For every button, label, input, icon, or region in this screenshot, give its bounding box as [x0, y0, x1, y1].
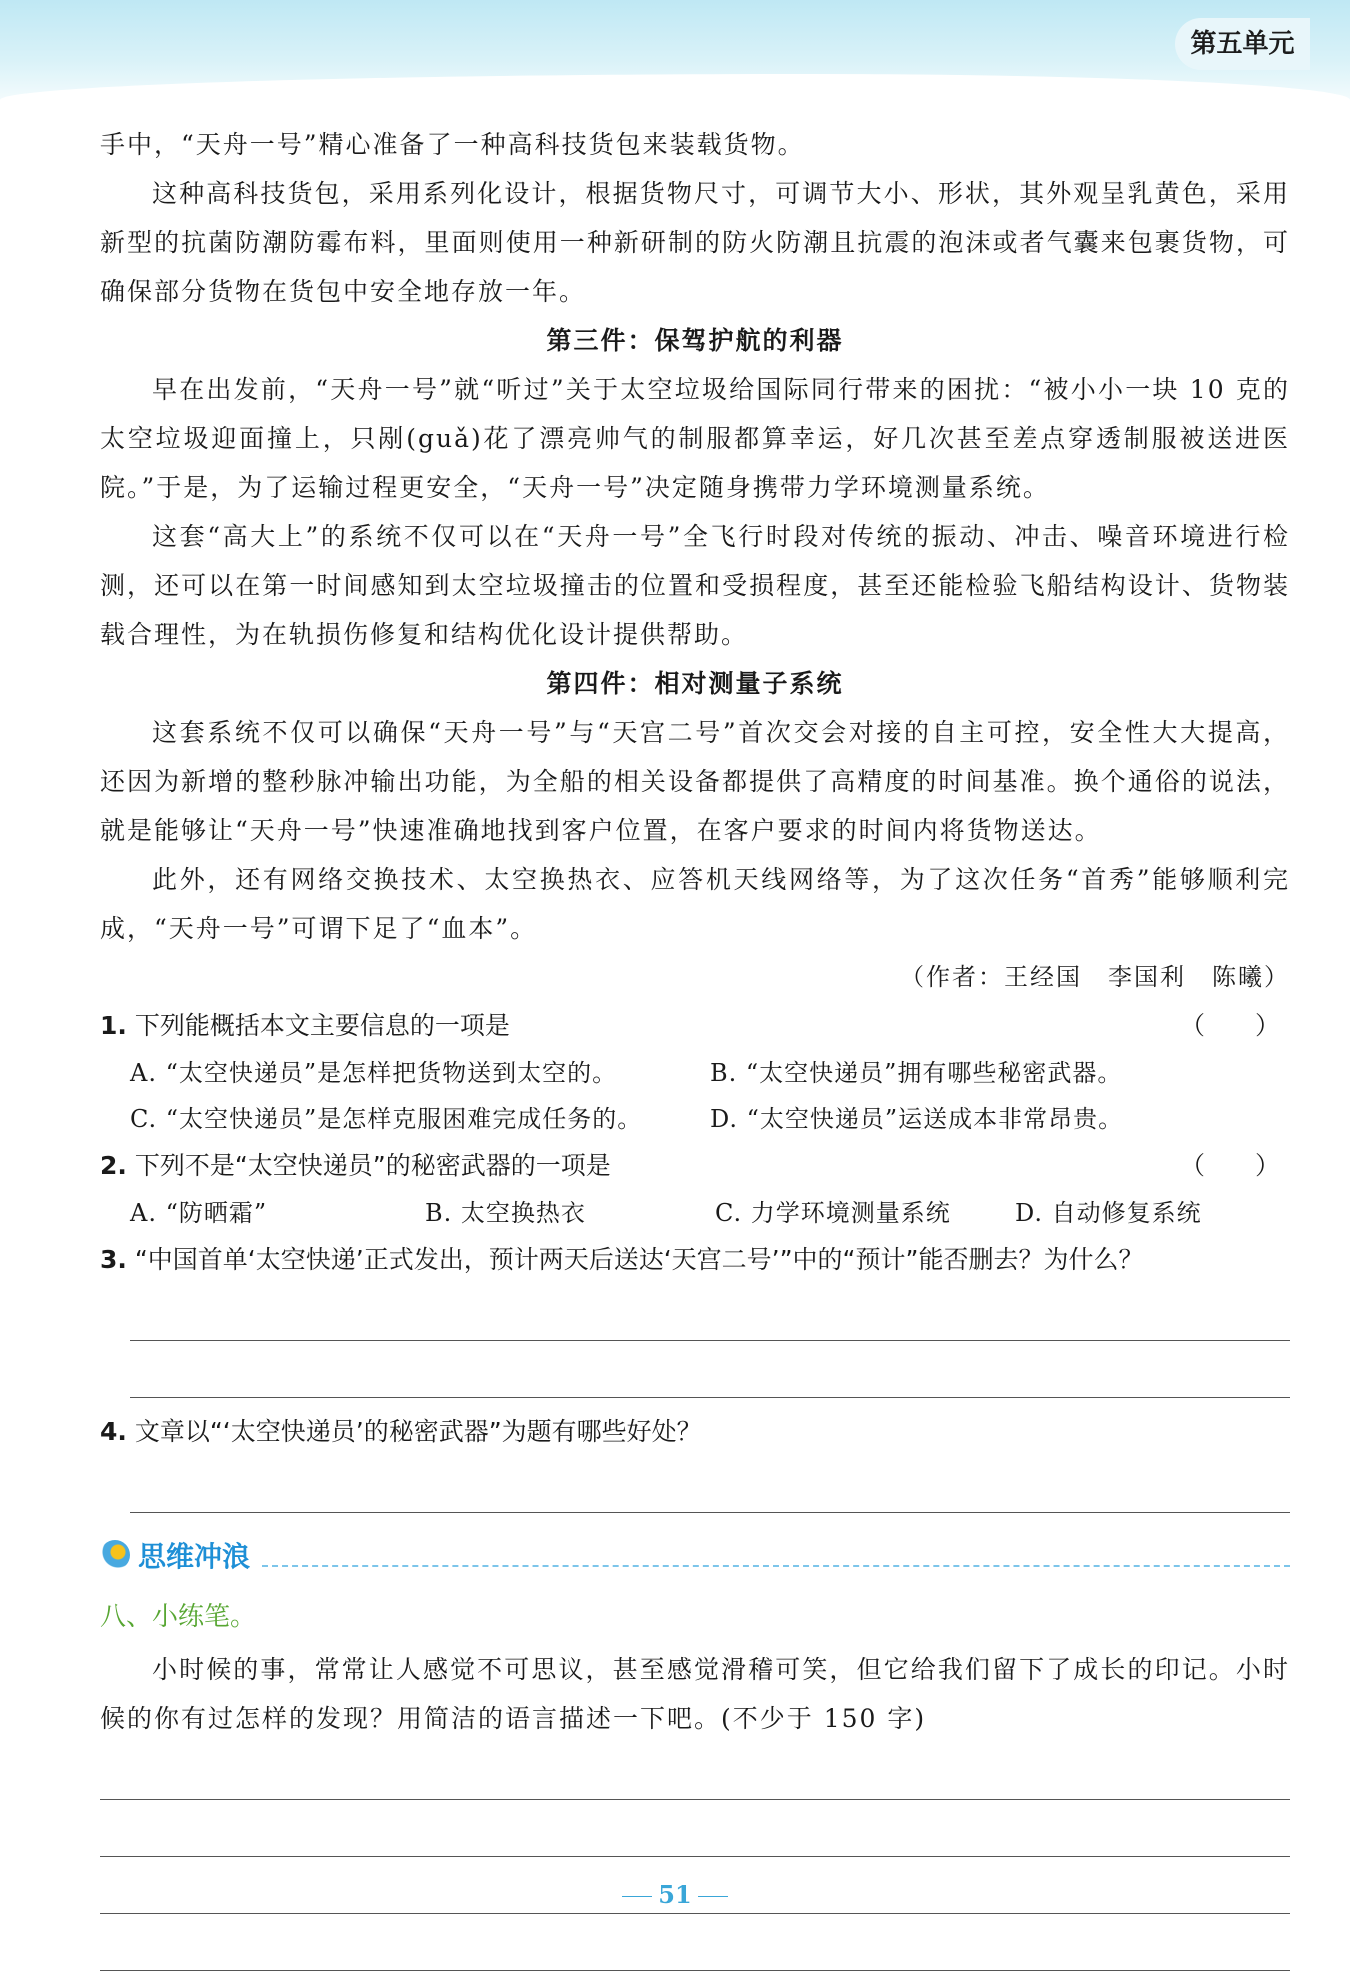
answer-brackets[interactable]: （ ） [1179, 1151, 1280, 1180]
option-a[interactable]: A. “防晒霜” [130, 1199, 268, 1227]
options-row [100, 1050, 1290, 1096]
options-row [100, 1190, 1290, 1236]
question-text: 下列能概括本文主要信息的一项是 [134, 1011, 510, 1040]
header-band [0, 0, 1350, 100]
paragraph: 手中，“天舟一号”精心准备了一种高科技货包来装载货物。 [100, 130, 805, 159]
question-2 [100, 1142, 1290, 1190]
section-title: 思维冲浪 [138, 1540, 251, 1573]
option-d[interactable]: D. “太空快递员”运送成本非常昂贵。 [710, 1105, 1124, 1133]
paragraph: 这套“高大上”的系统不仅可以在“天舟一号”全飞行时段对传统的振动、冲击、噪音环境进行检测，还可以在第一时间感知到太空垃圾撞击的位置和受损程度，甚至还能检验飞船结构设计、货物装载合理性，为在轨损伤修复和结构优化设计提供帮助。 [100, 522, 1290, 649]
question-4 [100, 1408, 1290, 1456]
paragraph: 这种高科技货包，采用系列化设计，根据货物尺寸，可调节大小、形状，其外观呈乳黄色，采用新型的抗菌防潮防霉布料，里面则使用一种新研制的防火防潮且抗震的泡沫或者气囊来包裹货物，可确保部分货物在货包中安全地存放一年。 [100, 179, 1290, 306]
author-credit: （作者：王经国 李国利 陈曦） [900, 963, 1290, 991]
question-number: 1. [100, 1011, 127, 1040]
answer-line[interactable] [130, 1284, 1290, 1341]
question-text: 下列不是“太空快递员”的秘密武器的一项是 [134, 1151, 611, 1180]
page-number: 51 [0, 1880, 1350, 1909]
answer-line[interactable] [130, 1456, 1290, 1513]
section-header [100, 1535, 1290, 1575]
question-number: 2. [100, 1151, 127, 1180]
page-content [100, 120, 1290, 1971]
paragraph: 此外，还有网络交换技术、太空换热衣、应答机天线网络等，为了这次任务“首秀”能够顺利完成，“天舟一号”可谓下足了“血本”。 [100, 865, 1290, 943]
writing-line[interactable] [100, 1800, 1290, 1857]
section-title: 第三件：保驾护航的利器 [546, 326, 844, 355]
writing-line[interactable] [100, 1914, 1290, 1971]
paragraph: 这套系统不仅可以确保“天舟一号”与“天宫二号”首次交会对接的自主可控，安全性大大提高，还因为新增的整秒脉冲输出功能，为全船的相关设备都提供了高精度的时间基准。换个通俗的说法，就是能够让“天舟一号”快速准确地找到客户位置，在客户要求的时间内将货物送达。 [100, 718, 1290, 845]
answer-line[interactable] [130, 1341, 1290, 1398]
question-text: “中国首单‘太空快递’正式发出，预计两天后送达‘天宫二号’”中的“预计”能否删去？为什么？ [134, 1245, 1144, 1274]
option-a[interactable]: A. “太空快递员”是怎样把货物送到太空的。 [130, 1059, 618, 1087]
options-row [100, 1096, 1290, 1142]
section-title: 第四件：相对测量子系统 [546, 669, 844, 698]
question-3 [100, 1236, 1290, 1284]
question-number: 3. [100, 1245, 127, 1274]
option-d[interactable]: D. 自动修复系统 [1015, 1199, 1202, 1227]
dashed-divider [262, 1543, 1290, 1567]
writing-line[interactable] [100, 1743, 1290, 1800]
option-b[interactable]: B. “太空快递员”拥有哪些秘密武器。 [710, 1059, 1123, 1087]
option-c[interactable]: C. “太空快递员”是怎样克服困难完成任务的。 [130, 1105, 643, 1133]
wave-icon [100, 1540, 130, 1570]
option-c[interactable]: C. 力学环境测量系统 [715, 1199, 951, 1227]
answer-brackets[interactable]: （ ） [1179, 1011, 1280, 1040]
exercise-heading: 八、小练笔。 [100, 1602, 257, 1632]
unit-label: 第五单元 [1175, 18, 1310, 70]
option-b[interactable]: B. 太空换热衣 [425, 1199, 586, 1227]
question-1 [100, 1002, 1290, 1050]
question-text: 文章以“‘太空快递员’的秘密武器”为题有哪些好处？ [134, 1417, 702, 1446]
paragraph: 早在出发前，“天舟一号”就“听过”关于太空垃圾给国际同行带来的困扰：“被小小一块 10 克的太空垃圾迎面撞上，只剐(guǎ)花了漂亮帅气的制服都算幸运，好几次甚至差点穿透制服被送进医院。”于是，为了运输过程更安全，“天舟一号”决定随身携带力学环境测量系统。 [100, 375, 1290, 502]
exercise-prompt: 小时候的事，常常让人感觉不可思议，甚至感觉滑稽可笑，但它给我们留下了成长的印记。小时候的你有过怎样的发现？用简洁的语言描述一下吧。(不少于 150 字) [100, 1655, 1290, 1733]
question-number: 4. [100, 1417, 127, 1446]
